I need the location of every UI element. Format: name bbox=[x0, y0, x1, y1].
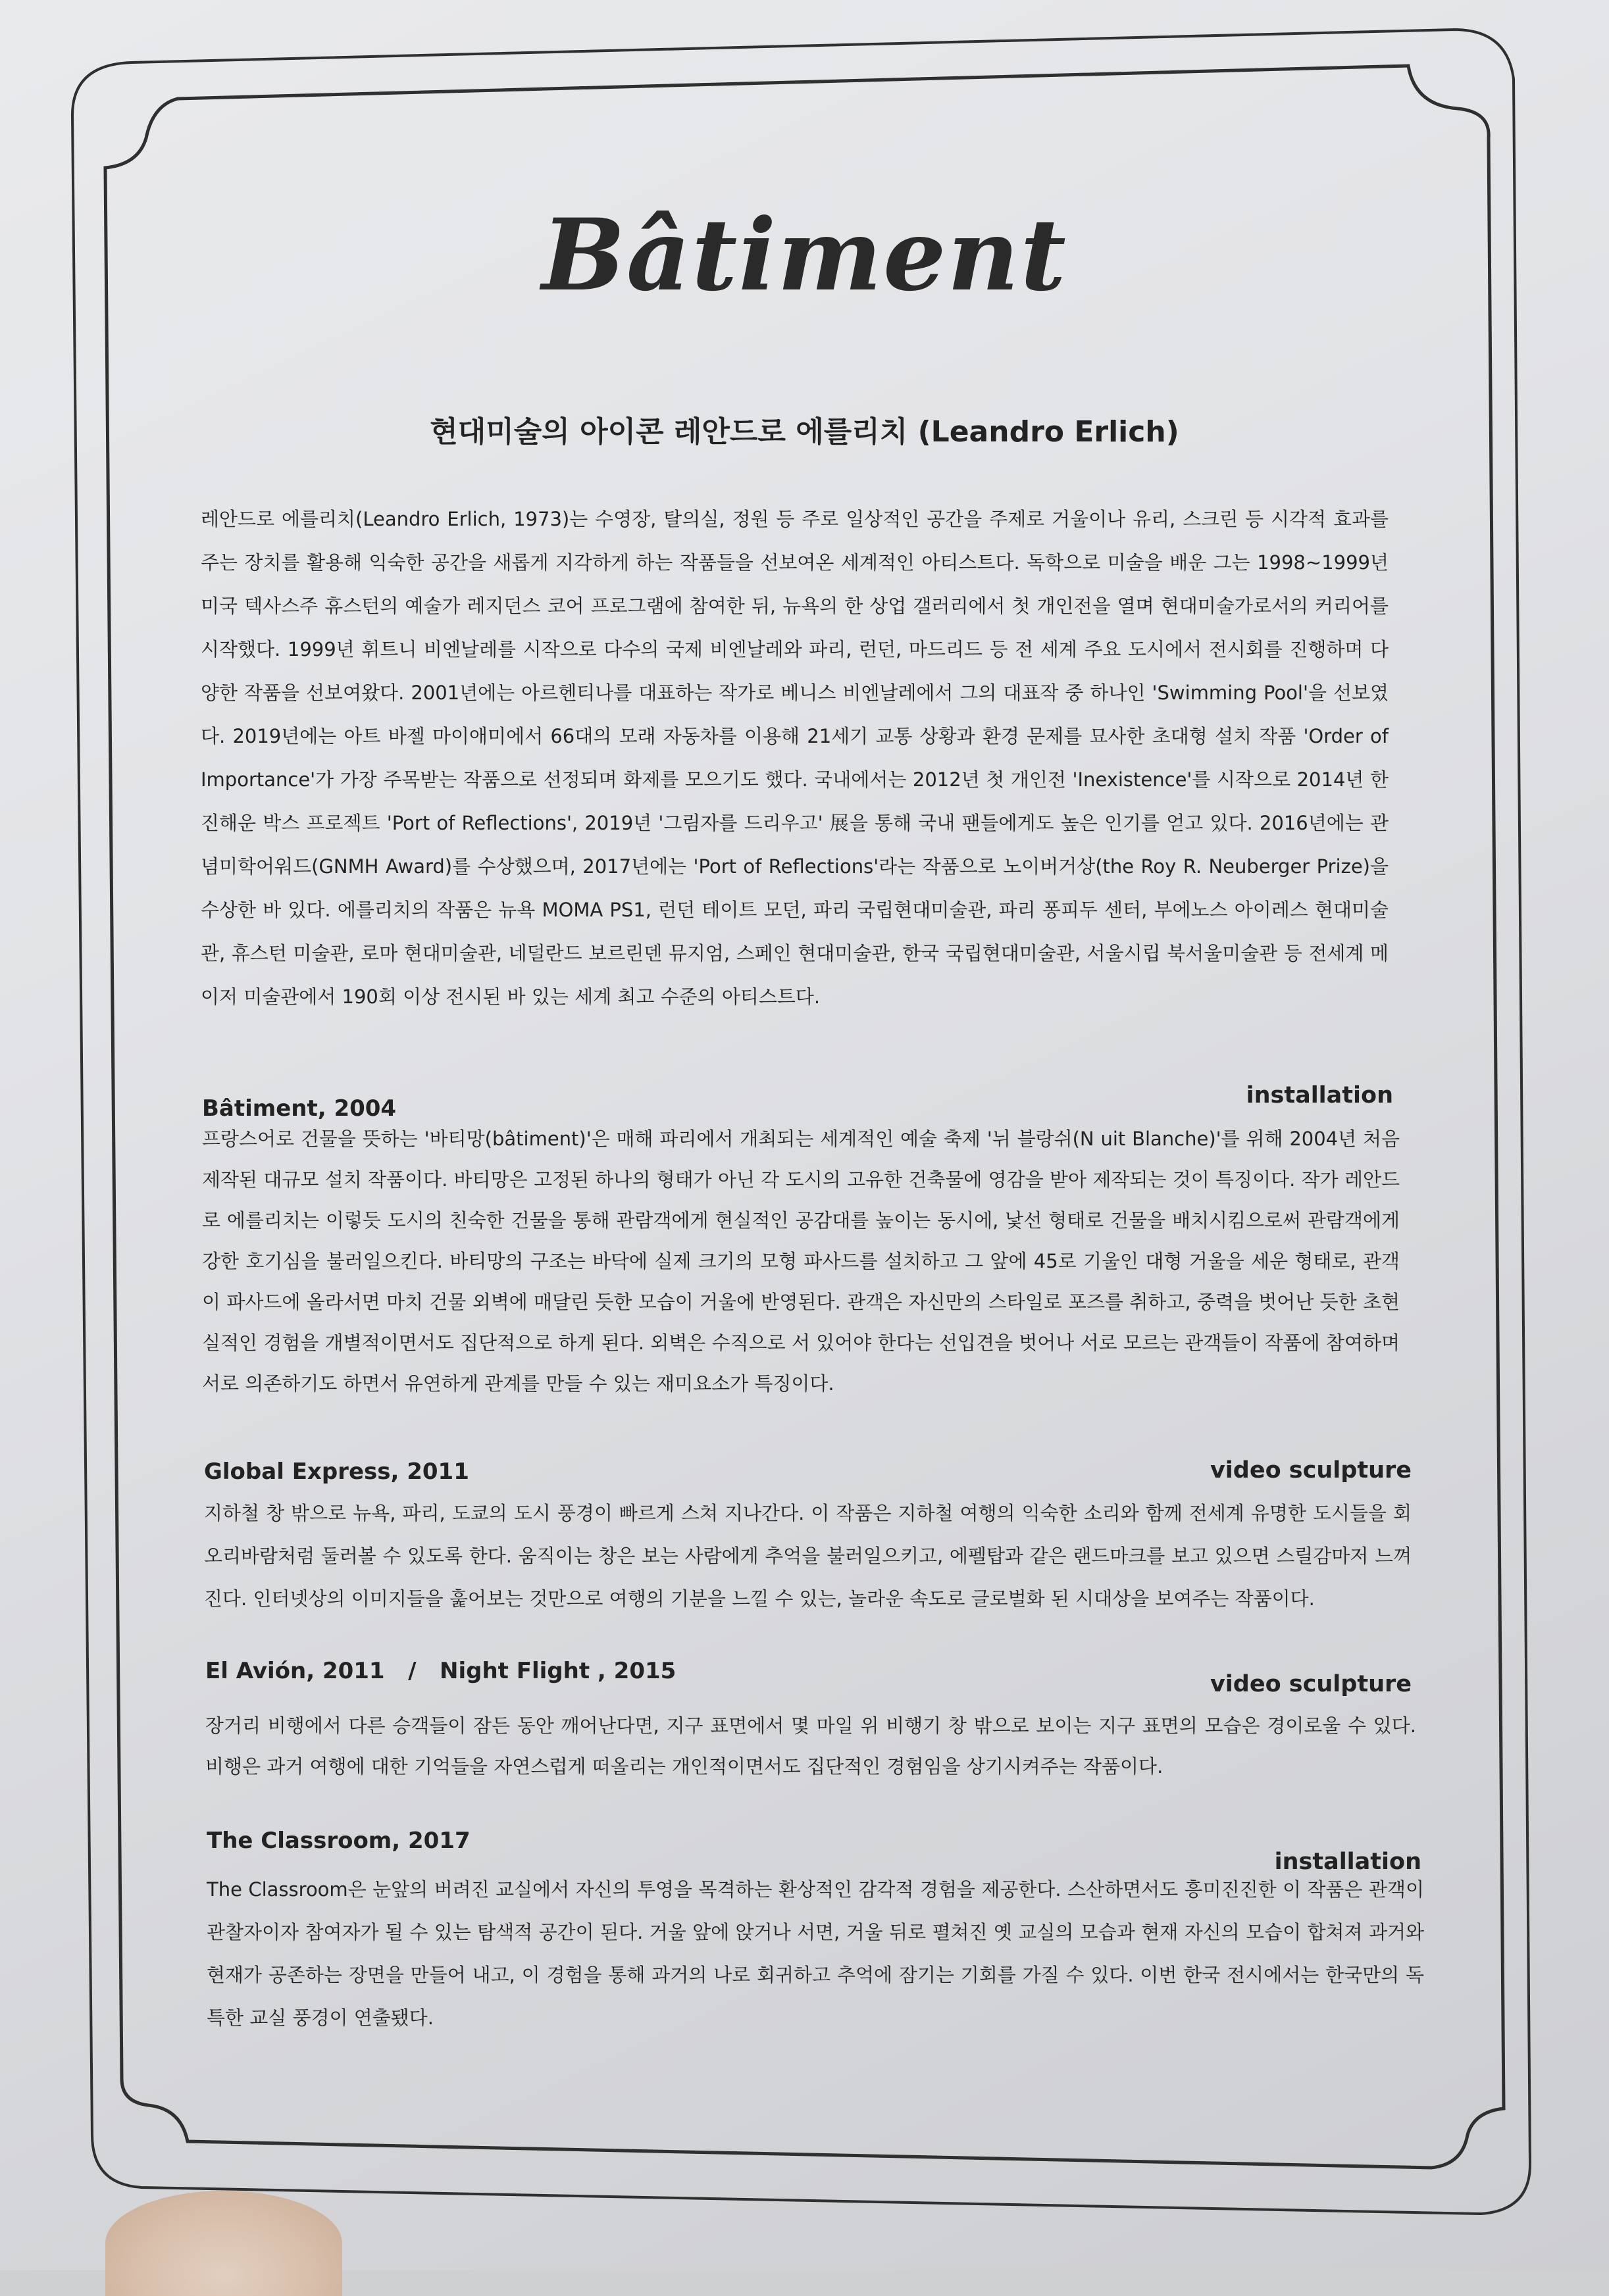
section-title-classroom: The Classroom, 2017 bbox=[207, 1828, 471, 1854]
section-type-global-express: video sculpture bbox=[1210, 1457, 1412, 1484]
section-type-classroom: installation bbox=[1274, 1849, 1421, 1875]
batiment-logo: Bâtiment bbox=[542, 197, 1067, 313]
section-type-batiment: installation bbox=[1246, 1082, 1393, 1109]
section-body-batiment: 프랑스어로 건물을 뜻하는 '바티망(bâtiment)'은 매해 파리에서 개최되는 세계적인 예술 축제 '뉘 블랑쉬(N uit Blanche)'를 위해 2004년 처음 제작된 대규모 설치 작품이다. 바티망은 고정된 하나의 형태가 아닌 각 도시의 고유한 건축물에 영감을 받아 제작되는 것이 특징이다. 작가 레안드로 에를리치는 이렇듯 도시의 친숙한 건물을 통해 관람객에게 현실적인 공감대를 높이는 동시에, 낯선 형태로 건물을 배치시킴으로써 관람객에게 강한 호기심을 불러일으킨다. 바티망의 구조는 바닥에 실제 크기의 모형 파사드를 설치하고 그 앞에 45로 기울인 대형 거울을 세운 형태로, 관객이 파사드에 올라서면 마치 건물 외벽에 매달린 듯한 모습이 거울에 반영된다. 관객은 자신만의 스타일로 포즈를 취하고, 중력을 벗어난 듯한 초현실적인 경험을 개별적이면서도 집단적으로 하게 된다. 외벽은 수직으로 서 있어야 한다는 선입견을 벗어나 서로 모르는 관객들이 작품에 참여하며 서로 의존하기도 하면서 유연하게 관계를 만들 수 있는 재미요소가 특징이다. bbox=[202, 1128, 1400, 1395]
section-body-classroom: The Classroom은 눈앞의 버려진 교실에서 자신의 투영을 목격하는 환상적인 감각적 경험을 제공한다. 스산하면서도 흥미진진한 이 작품은 관객이 관찰자이자 참여자가 될 수 있는 탐색적 공간이 된다. 거울 앞에 앉거나 서면, 거울 뒤로 펼쳐진 옛 교실의 모습과 현재 자신의 모습이 합쳐져 과거와 현재가 공존하는 장면을 만들어 내고, 이 경험을 통해 과거의 나로 회귀하고 추억에 잠기는 기회를 가질 수 있다. 이번 한국 전시에서는 한국만의 독특한 교실 풍경이 연출됐다. bbox=[207, 1878, 1424, 2029]
section-title-global-express: Global Express, 2011 bbox=[204, 1459, 469, 1485]
section-type-el-avion: video sculpture bbox=[1210, 1671, 1412, 1697]
section-body-global-express: 지하철 창 밖으로 뉴욕, 파리, 도쿄의 도시 풍경이 빠르게 스쳐 지나간다. 이 작품은 지하철 여행의 익숙한 소리와 함께 전세계 유명한 도시들을 회오리바람처럼 둘러볼 수 있도록 한다. 움직이는 창은 보는 사람에게 추억을 불러일으키고, 에펠탑과 같은 랜드마크를 보고 있으면 스릴감마저 느껴진다. 인터넷상의 이미지들을 훑어보는 것만으로 여행의 기분을 느낄 수 있는, 놀라운 속도로 글로벌화 된 시대상을 보여주는 작품이다. bbox=[204, 1502, 1412, 1610]
section-title-el-avion: El Avión, 2011 / Night Flight , 2015 bbox=[205, 1658, 677, 1684]
section-body-el-avion: 장거리 비행에서 다른 승객들이 잠든 동안 깨어난다면, 지구 표면에서 몇 마일 위 비행기 창 밖으로 보이는 지구 표면의 모습은 경이로울 수 있다. 비행은 과거 여행에 대한 기억들을 자연스럽게 떠올리는 개인적이면서도 집단적인 경험임을 상기시켜주는 작품이다. bbox=[205, 1714, 1416, 1778]
intro-paragraph: 레안드로 에를리치(Leandro Erlich, 1973)는 수영장, 탈의실, 정원 등 주로 일상적인 공간을 주제로 거울이나 유리, 스크린 등 시각적 효과를 주는 장치를 활용해 익숙한 공간을 새롭게 지각하게 하는 작품들을 선보여온 세계적인 아티스트다. 독학으로 미술을 배운 그는 1998~1999년 미국 텍사스주 휴스턴의 예술가 레지던스 코어 프로그램에 참여한 뒤, 뉴욕의 한 상업 갤러리에서 첫 개인전을 열며 현대미술가로서의 커리어를 시작했다. 1999년 휘트니 비엔날레를 시작으로 다수의 국제 비엔날레와 파리, 런던, 마드리드 등 전 세계 주요 도시에서 전시회를 진행하며 다양한 작품을 선보여왔다. 2001년에는 아르헨티나를 대표하는 작가로 베니스 비엔날레에서 그의 대표작 중 하나인 'Swimming Pool'을 선보였다. 2019년에는 아트 바젤 마이애미에서 66대의 모래 자동차를 이용해 21세기 교통 상황과 환경 문제를 묘사한 초대형 설치 작품 'Order of Importance'가 가장 주목받는 작품으로 선정되며 화제를 모으기도 했다. 국내에서는 2012년 첫 개인전 'Inexistence'를 시작으로 2014년 한진해운 박스 프로젝트 'Port of Reflections', 2019년 '그림자를 드리우고' 展을 통해 국내 팬들에게도 높은 인기를 얻고 있다. 2016년에는 관념미학어워드(GNMH Award)를 수상했으며, 2017년에는 'Port of Reflections'라는 작품으로 노이버거상(the Roy R. Neuberger Prize)을 수상한 바 있다. 에를리치의 작품은 뉴욕 MOMA PS1, 런던 테이트 모던, 파리 국립현대미술관, 파리 퐁피두 센터, 부에노스 아이레스 현대미술관, 휴스턴 미술관, 로마 현대미술관, 네덜란드 보르린덴 뮤지엄, 스페인 현대미술관, 한국 국립현대미술관, 서울시립 북서울미술관 등 전세계 메이저 미술관에서 190회 이상 전시된 바 있는 세계 최고 수준의 아티스트다. bbox=[201, 508, 1389, 1008]
page-heading: 현대미술의 아이콘 레안드로 에를리치 (Leandro Erlich) bbox=[430, 415, 1179, 449]
section-title-batiment: Bâtiment, 2004 bbox=[202, 1095, 397, 1122]
holding-thumb bbox=[105, 2191, 342, 2296]
